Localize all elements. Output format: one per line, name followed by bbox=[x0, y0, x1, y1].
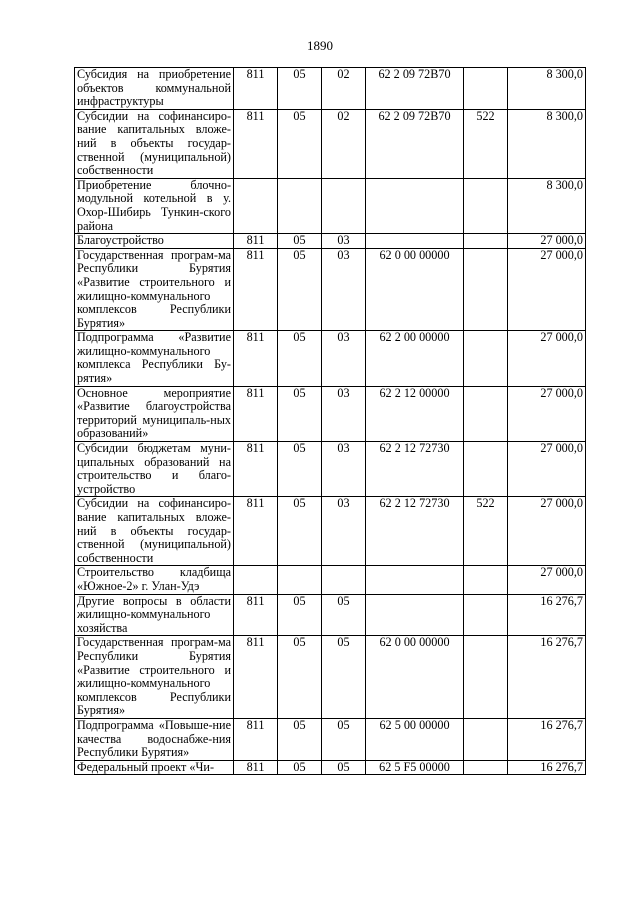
cell-target-article: 62 0 00 00000 bbox=[366, 636, 464, 719]
cell-grbs: 811 bbox=[234, 636, 278, 719]
cell-amount: 27 000,0 bbox=[508, 386, 586, 441]
cell-subsection bbox=[322, 178, 366, 233]
cell-amount: 8 300,0 bbox=[508, 109, 586, 178]
table-row bbox=[75, 497, 586, 566]
table-row bbox=[75, 178, 586, 233]
cell-subsection: 05 bbox=[322, 760, 366, 775]
cell-name: Подпрограмма «Повыше-ние качества водоснабже-ния Республики Бурятия» bbox=[75, 718, 234, 760]
table-row bbox=[75, 760, 586, 775]
cell-subsection: 03 bbox=[322, 497, 366, 566]
cell-grbs bbox=[234, 178, 278, 233]
cell-section: 05 bbox=[278, 109, 322, 178]
cell-amount: 16 276,7 bbox=[508, 636, 586, 719]
cell-expense-type bbox=[464, 178, 508, 233]
cell-grbs bbox=[234, 566, 278, 594]
cell-section bbox=[278, 566, 322, 594]
table-row bbox=[75, 68, 586, 110]
cell-target-article: 62 2 09 72В70 bbox=[366, 109, 464, 178]
cell-subsection: 05 bbox=[322, 594, 366, 636]
cell-subsection: 05 bbox=[322, 636, 366, 719]
cell-target-article bbox=[366, 178, 464, 233]
cell-name: Федеральный проект «Чи- bbox=[75, 760, 234, 775]
cell-expense-type bbox=[464, 331, 508, 386]
cell-expense-type bbox=[464, 594, 508, 636]
cell-name: Субсидии на софинансиро-вание капитальных вложе-ний в объекты государ-ственной (муниципальной) собственности bbox=[75, 109, 234, 178]
cell-grbs: 811 bbox=[234, 760, 278, 775]
cell-amount: 27 000,0 bbox=[508, 248, 586, 331]
table-row bbox=[75, 386, 586, 441]
cell-target-article: 62 2 12 72730 bbox=[366, 497, 464, 566]
cell-grbs: 811 bbox=[234, 109, 278, 178]
cell-target-article: 62 2 12 72730 bbox=[366, 442, 464, 497]
cell-section: 05 bbox=[278, 442, 322, 497]
cell-name: Субсидии бюджетам муни-ципальных образований на строительство и благо-устройство bbox=[75, 442, 234, 497]
cell-grbs: 811 bbox=[234, 331, 278, 386]
cell-target-article: 62 5 F5 00000 bbox=[366, 760, 464, 775]
cell-amount: 27 000,0 bbox=[508, 442, 586, 497]
cell-subsection: 05 bbox=[322, 718, 366, 760]
cell-section: 05 bbox=[278, 594, 322, 636]
cell-target-article: 62 2 12 00000 bbox=[366, 386, 464, 441]
cell-name: Другие вопросы в области жилищно-коммунального хозяйства bbox=[75, 594, 234, 636]
table-row bbox=[75, 109, 586, 178]
table-row bbox=[75, 636, 586, 719]
cell-target-article bbox=[366, 594, 464, 636]
cell-section: 05 bbox=[278, 760, 322, 775]
cell-amount: 16 276,7 bbox=[508, 594, 586, 636]
cell-expense-type: 522 bbox=[464, 109, 508, 178]
cell-expense-type bbox=[464, 636, 508, 719]
cell-name: Благоустройство bbox=[75, 234, 234, 249]
cell-amount: 27 000,0 bbox=[508, 497, 586, 566]
cell-section: 05 bbox=[278, 248, 322, 331]
cell-target-article: 62 5 00 00000 bbox=[366, 718, 464, 760]
cell-subsection: 02 bbox=[322, 68, 366, 110]
cell-name: Государственная програм-ма Республики Бурятия «Развитие строительного и жилищно-коммунального комплексов Республики Бурятия» bbox=[75, 248, 234, 331]
cell-expense-type bbox=[464, 566, 508, 594]
cell-expense-type bbox=[464, 68, 508, 110]
cell-amount: 16 276,7 bbox=[508, 718, 586, 760]
cell-grbs: 811 bbox=[234, 718, 278, 760]
cell-expense-type bbox=[464, 442, 508, 497]
budget-table bbox=[74, 67, 586, 775]
cell-grbs: 811 bbox=[234, 594, 278, 636]
cell-section: 05 bbox=[278, 386, 322, 441]
cell-section: 05 bbox=[278, 331, 322, 386]
table-row bbox=[75, 248, 586, 331]
cell-subsection: 02 bbox=[322, 109, 366, 178]
table-row bbox=[75, 331, 586, 386]
cell-grbs: 811 bbox=[234, 234, 278, 249]
cell-amount: 27 000,0 bbox=[508, 331, 586, 386]
cell-expense-type bbox=[464, 248, 508, 331]
cell-expense-type bbox=[464, 760, 508, 775]
cell-subsection: 03 bbox=[322, 386, 366, 441]
cell-expense-type bbox=[464, 234, 508, 249]
cell-amount: 27 000,0 bbox=[508, 234, 586, 249]
cell-name: Строительство кладбища «Южное-2» г. Улан-Удэ bbox=[75, 566, 234, 594]
table-row bbox=[75, 718, 586, 760]
cell-section: 05 bbox=[278, 497, 322, 566]
cell-target-article: 62 2 09 72В70 bbox=[366, 68, 464, 110]
table-row bbox=[75, 566, 586, 594]
cell-subsection bbox=[322, 566, 366, 594]
cell-target-article bbox=[366, 234, 464, 249]
cell-grbs: 811 bbox=[234, 68, 278, 110]
cell-subsection: 03 bbox=[322, 248, 366, 331]
table-row bbox=[75, 594, 586, 636]
cell-section: 05 bbox=[278, 234, 322, 249]
cell-target-article bbox=[366, 566, 464, 594]
cell-section: 05 bbox=[278, 636, 322, 719]
cell-target-article: 62 0 00 00000 bbox=[366, 248, 464, 331]
cell-expense-type bbox=[464, 386, 508, 441]
cell-name: Основное мероприятие «Развитие благоустройства территорий муниципаль-ных образований» bbox=[75, 386, 234, 441]
cell-grbs: 811 bbox=[234, 442, 278, 497]
cell-amount: 27 000,0 bbox=[508, 566, 586, 594]
cell-grbs: 811 bbox=[234, 497, 278, 566]
cell-name: Субсидии на софинансиро-вание капитальных вложе-ний в объекты государ-ственной (муниципальной) собственности bbox=[75, 497, 234, 566]
cell-expense-type: 522 bbox=[464, 497, 508, 566]
budget-table-body bbox=[75, 68, 586, 775]
cell-amount: 8 300,0 bbox=[508, 68, 586, 110]
cell-amount: 8 300,0 bbox=[508, 178, 586, 233]
cell-name: Государственная програм-ма Республики Бурятия «Развитие строительного и жилищно-коммунального комплексов Республики Бурятия» bbox=[75, 636, 234, 719]
table-row bbox=[75, 234, 586, 249]
cell-amount: 16 276,7 bbox=[508, 760, 586, 775]
cell-name: Подпрограмма «Развитие жилищно-коммунального комплекса Республики Бу-рятия» bbox=[75, 331, 234, 386]
cell-subsection: 03 bbox=[322, 331, 366, 386]
cell-name: Субсидия на приобретение объектов коммунальной инфраструктуры bbox=[75, 68, 234, 110]
cell-target-article: 62 2 00 00000 bbox=[366, 331, 464, 386]
cell-section bbox=[278, 178, 322, 233]
cell-name: Приобретение блочно-модульной котельной в у. Охор-Шибирь Тункин-ского района bbox=[75, 178, 234, 233]
page-number: 1890 bbox=[307, 38, 333, 53]
cell-expense-type bbox=[464, 718, 508, 760]
cell-section: 05 bbox=[278, 68, 322, 110]
cell-subsection: 03 bbox=[322, 234, 366, 249]
cell-subsection: 03 bbox=[322, 442, 366, 497]
cell-grbs: 811 bbox=[234, 248, 278, 331]
table-row bbox=[75, 442, 586, 497]
cell-section: 05 bbox=[278, 718, 322, 760]
cell-grbs: 811 bbox=[234, 386, 278, 441]
